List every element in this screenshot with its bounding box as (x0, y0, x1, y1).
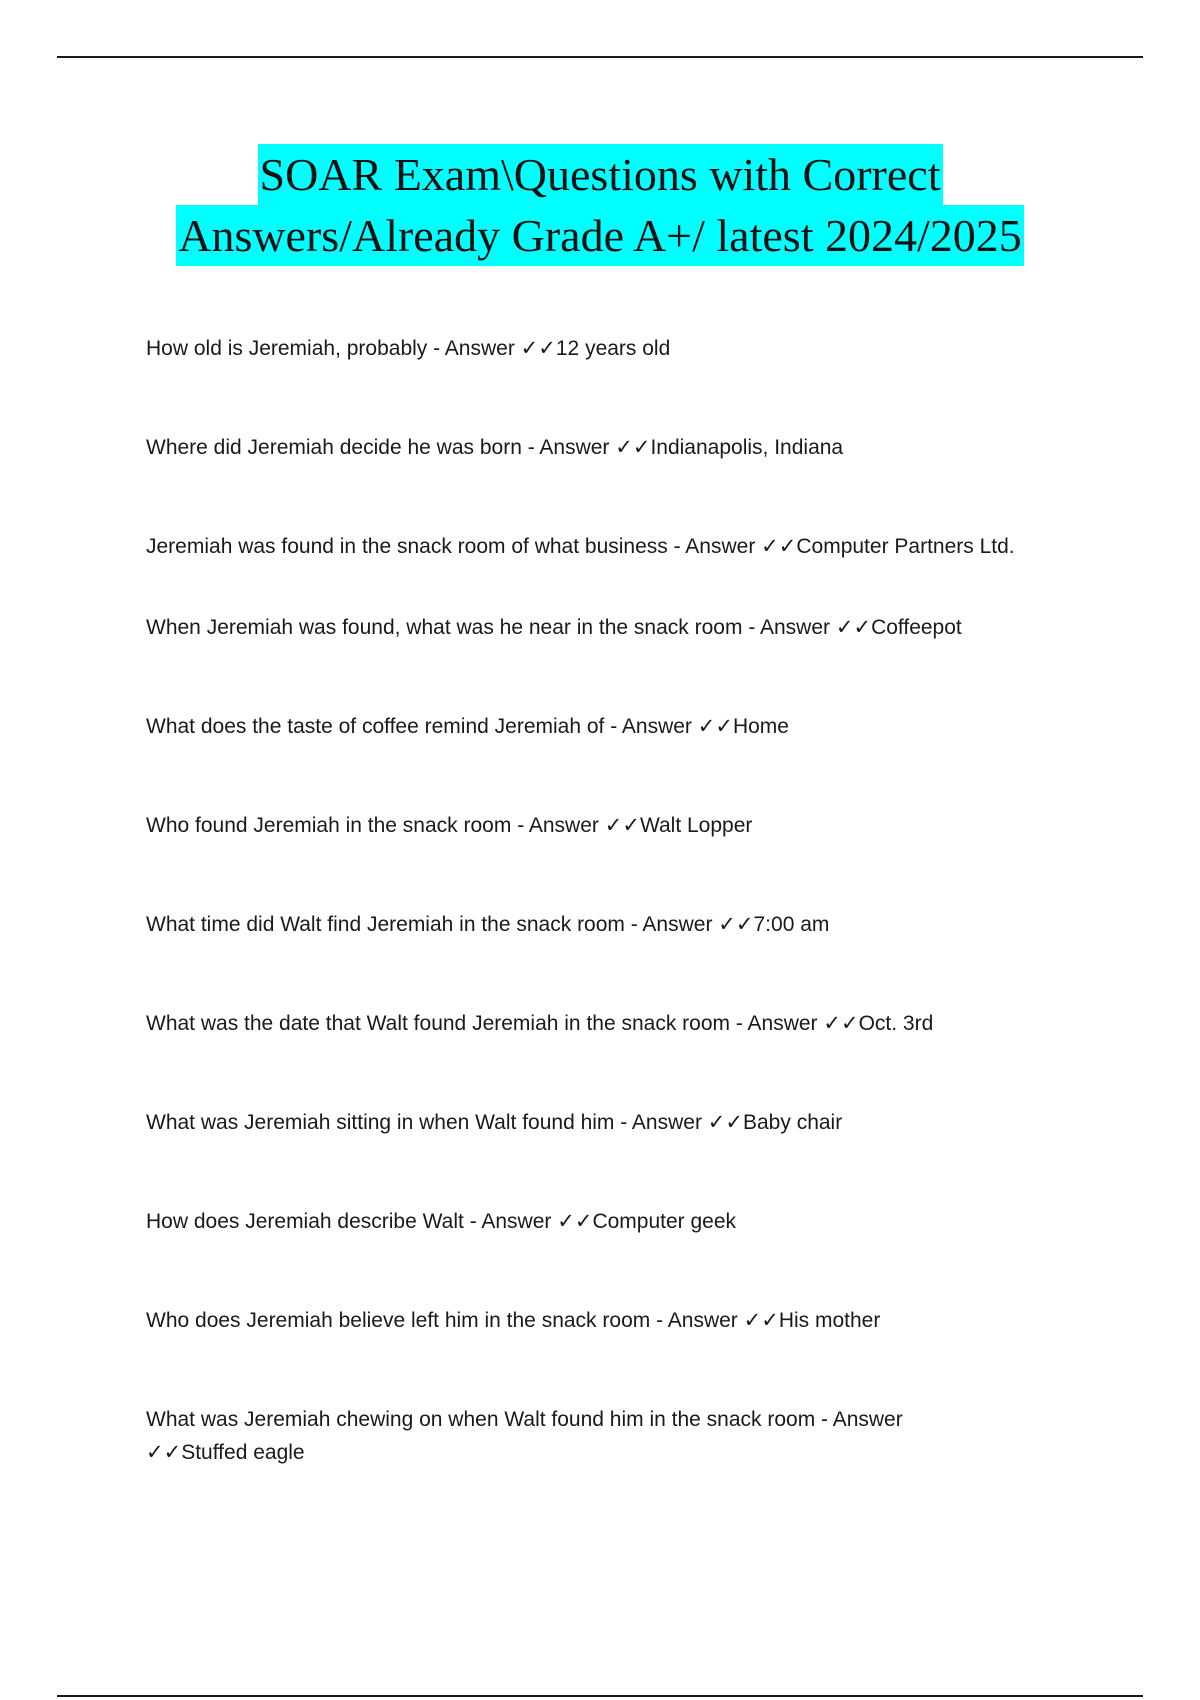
answer-text: Home (732, 715, 789, 738)
check-mark-icon: ✓✓ (604, 813, 640, 837)
question-text: Where did Jeremiah decide he was born (146, 436, 522, 459)
check-mark-icon: ✓✓ (146, 1440, 182, 1464)
check-mark-icon: ✓✓ (743, 1308, 779, 1332)
qa-item (146, 1007, 1036, 1040)
check-mark-icon: ✓✓ (823, 1011, 859, 1035)
answer-separator: - Answer (650, 1309, 744, 1332)
document-title (0, 144, 1200, 266)
question-text: How does Jeremiah describe Walt (146, 1210, 464, 1233)
question-text: Who found Jeremiah in the snack room (146, 814, 512, 837)
answer-text: 7:00 am (753, 913, 830, 936)
qa-item (146, 611, 1036, 644)
top-rule (57, 56, 1143, 58)
question-text: What time did Walt find Jeremiah in the snack room (146, 913, 625, 936)
question-text: Jeremiah was found in the snack room of what business (146, 535, 668, 558)
title-line-2: Answers/Already Grade A+/ latest 2024/2025 (176, 205, 1024, 266)
check-mark-icon: ✓✓ (697, 714, 733, 738)
answer-text: Indianapolis, Indiana (650, 436, 844, 459)
answer-separator: - Answer (815, 1408, 909, 1431)
question-text: What was Jeremiah chewing on when Walt found him in the snack room (146, 1408, 816, 1431)
check-mark-icon: ✓✓ (520, 336, 556, 360)
qa-list (146, 332, 1036, 1469)
answer-text: 12 years old (555, 337, 671, 360)
check-mark-icon: ✓✓ (761, 534, 797, 558)
answer-text: Walt Lopper (639, 814, 753, 837)
answer-separator: - Answer (604, 715, 698, 738)
answer-separator: - Answer (614, 1111, 708, 1134)
check-mark-icon: ✓✓ (707, 1110, 743, 1134)
qa-item (146, 710, 1036, 743)
answer-text: His mother (778, 1309, 881, 1332)
answer-separator: - Answer (463, 1210, 558, 1233)
qa-item (146, 809, 1036, 842)
question-text: When Jeremiah was found, what was he near in the snack room (146, 616, 743, 639)
qa-item (146, 1403, 1036, 1469)
bottom-rule (57, 1695, 1143, 1697)
answer-text: Oct. 3rd (858, 1012, 934, 1035)
answer-separator: - Answer (427, 337, 521, 360)
qa-item (146, 332, 1036, 365)
question-text: Who does Jeremiah believe left him in the snack room (146, 1309, 651, 1332)
qa-item (146, 530, 1036, 563)
title-line-1: SOAR Exam\Questions with Correct (258, 144, 943, 205)
qa-item (146, 1205, 1036, 1238)
question-text: What was Jeremiah sitting in when Walt found him (146, 1111, 615, 1134)
qa-item (146, 908, 1036, 941)
answer-text: Coffeepot (871, 616, 962, 639)
qa-item (146, 1304, 1036, 1337)
check-mark-icon: ✓✓ (835, 615, 872, 639)
check-mark-icon: ✓✓ (557, 1209, 593, 1233)
answer-separator: - Answer (624, 913, 719, 936)
answer-separator: - Answer (511, 814, 605, 837)
answer-text: Baby chair (743, 1111, 843, 1134)
answer-text: Computer Partners Ltd. (796, 535, 1015, 558)
answer-text: Stuffed eagle (181, 1441, 305, 1464)
question-text: How old is Jeremiah, probably (146, 337, 428, 360)
check-mark-icon: ✓✓ (718, 912, 754, 936)
check-mark-icon: ✓✓ (615, 435, 651, 459)
answer-separator: - Answer (521, 436, 616, 459)
answer-separator: - Answer (742, 616, 836, 639)
qa-item (146, 1106, 1036, 1139)
qa-item (146, 431, 1036, 464)
question-text: What was the date that Walt found Jeremiah in the snack room (146, 1012, 731, 1035)
question-text: What does the taste of coffee remind Jeremiah of (146, 715, 605, 738)
answer-separator: - Answer (730, 1012, 824, 1035)
answer-text: Computer geek (592, 1210, 737, 1233)
answer-separator: - Answer (667, 535, 762, 558)
